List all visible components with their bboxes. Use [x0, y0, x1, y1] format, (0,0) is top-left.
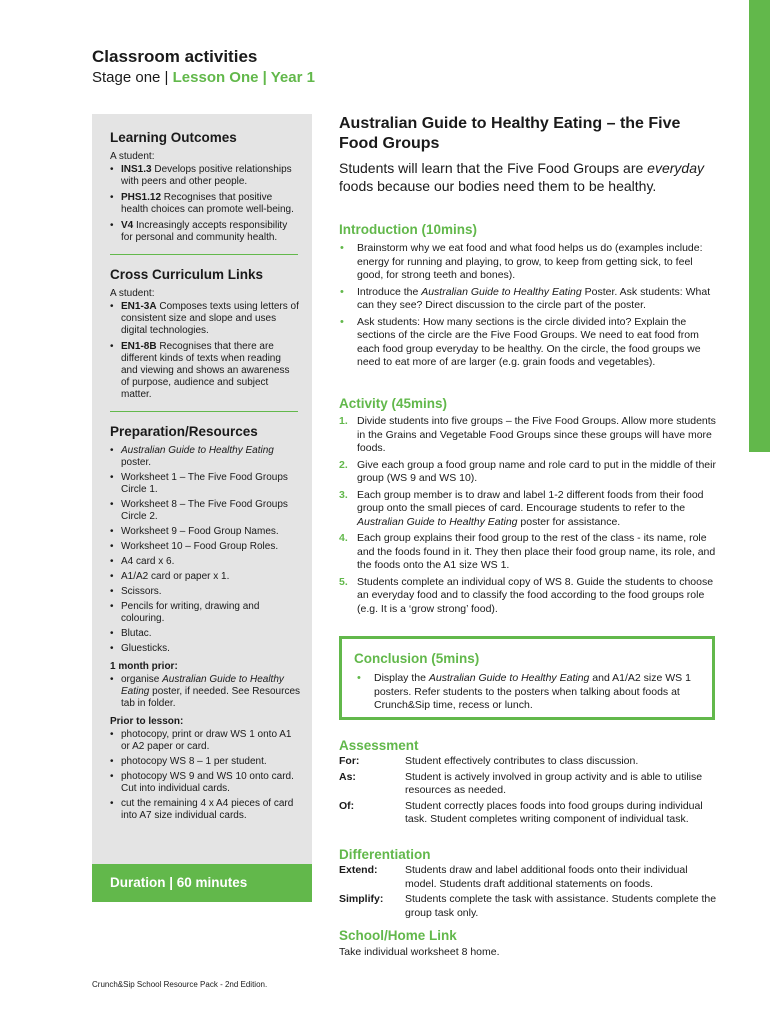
list-item: • A4 card x 6.	[110, 556, 300, 568]
conclusion-box	[339, 636, 715, 720]
assessment-heading: Assessment	[339, 738, 419, 753]
list-item: • V4 Increasingly accepts responsibility for personal and community health.	[110, 220, 300, 244]
prior-lesson-heading: Prior to lesson:	[110, 716, 184, 727]
list-item: • Worksheet 10 – Food Group Roles.	[110, 541, 300, 553]
lesson-title: Australian Guide to Healthy Eating – the Five Food Groups	[339, 115, 681, 152]
list-item: • Scissors.	[110, 586, 300, 598]
list-item: • PHS1.12 Recognises that positive health choices can promote well-being.	[110, 192, 300, 216]
duration-bar: Duration | 60 minutes	[92, 864, 312, 902]
prior-lesson-list	[110, 729, 300, 822]
list-item: • Ask students: How many sections is the circle divided into? Explain the sections of the circle are the Five Food Groups. We need to eat food from each food group everyday to be healthy. On the circle, the food groups we need to eat more of are larger (e.g. grain foods and vegetables).	[339, 316, 719, 370]
differentiation-section	[339, 847, 719, 922]
month-prior-heading: 1 month prior:	[110, 661, 178, 672]
list-item: • INS1.3 Develops positive relationships with peers and other people.	[110, 164, 300, 188]
page-title: Classroom activities	[92, 47, 258, 66]
list-item: 5. Students complete an individual copy of WS 8. Guide the students to choose an everyday food and to classify the food according to the food groups role (e.g. It is a ‘grow strong’ food).	[339, 575, 714, 615]
list-item: 1. Divide students into five groups – the Five Food Groups. Allow more students in the Grains and Vegetable Food Groups since these groups will have more foods.	[339, 415, 716, 454]
edge-tab-strip	[749, 0, 770, 452]
list-item: • photocopy WS 8 – 1 per student.	[110, 756, 300, 768]
list-item: • Gluesticks.	[110, 643, 300, 655]
list-item: • Worksheet 9 – Food Group Names.	[110, 526, 300, 538]
list-item: • Worksheet 1 – The Five Food Groups Circle 1.	[110, 472, 300, 496]
month-prior-list	[110, 674, 300, 710]
list-item: • Blutac.	[110, 628, 300, 640]
list-item: • Pencils for writing, drawing and colouring.	[110, 601, 300, 625]
introduction-heading: Introduction (10mins)	[339, 222, 477, 237]
cross-curriculum-intro: A student:	[110, 288, 155, 299]
list-item: • EN1-8B Recognises that there are different kinds of texts when reading and viewing and shows an awareness of purpose, audience and subject matter.	[110, 341, 300, 401]
divider	[110, 254, 298, 255]
school-home-heading: School/Home Link	[339, 928, 457, 943]
sidebar-content	[110, 130, 300, 825]
differentiation-row: Simplify: Students complete the task with assistance. Students complete the group task only.	[339, 893, 717, 919]
list-item: • Worksheet 8 – The Five Food Groups Circle 2.	[110, 499, 300, 523]
preparation-heading: Preparation/Resources	[110, 424, 258, 439]
list-item: 4. Each group explains their food group to the rest of the class - its name, role and the foods found in it. They then place their food group name, its role, and the foods onto the A1 size WS 1.	[339, 532, 716, 571]
assessment-row: Of: Student correctly places foods into food groups during individual task. Student completes writing component of individual task.	[339, 799, 703, 825]
school-home-text: Take individual worksheet 8 home.	[339, 946, 500, 958]
differentiation-row: Extend: Students draw and label additional foods onto their individual model. Students draft additional statements on foods.	[339, 864, 688, 890]
list-item: 3. Each group member is to draw and label 1-2 different foods from their food group onto the small pieces of card. Encourage students to refer to the Australian Guide to Healthy Eating poster for assistance.	[339, 488, 704, 528]
assessment-section	[339, 738, 719, 829]
school-home-section	[339, 928, 719, 960]
list-item: • Australian Guide to Healthy Eating poster.	[110, 445, 300, 469]
activity-heading: Activity (45mins)	[339, 396, 448, 411]
list-item: • organise Australian Guide to Healthy Eating poster, if needed. See Resources tab in folder.	[110, 674, 300, 710]
conclusion-list	[356, 672, 696, 716]
stage-label: Stage one |	[92, 69, 173, 86]
list-item: • EN1-3A Composes texts using letters of consistent size and slope and uses digital technologies.	[110, 301, 300, 337]
assessment-row: For: Student effectively contributes to class discussion.	[339, 755, 639, 767]
lesson-label: Lesson One | Year 1	[172, 69, 315, 86]
list-item: • Introduce the Australian Guide to Healthy Eating Poster. Ask students: What can they see? Direct discussion to the circle part of the poster.	[339, 286, 719, 313]
learning-outcomes-intro: A student:	[110, 151, 155, 162]
introduction-section	[339, 222, 719, 373]
cross-curriculum-list	[110, 301, 300, 401]
conclusion-heading: Conclusion (5mins)	[354, 651, 480, 666]
sidebar-box	[92, 114, 312, 902]
list-item: • A1/A2 card or paper x 1.	[110, 571, 300, 583]
list-item: • cut the remaining 4 x A4 pieces of card into A7 size individual cards.	[110, 798, 300, 822]
list-item: 2. Give each group a food group name and role card to put in the middle of their group (WS 9 and WS 10).	[339, 458, 716, 484]
list-item: • photocopy, print or draw WS 1 onto A1 or A2 paper or card.	[110, 729, 300, 753]
cross-curriculum-heading: Cross Curriculum Links	[110, 267, 264, 282]
learning-outcomes-list	[110, 164, 300, 244]
page-subtitle	[92, 69, 315, 86]
learning-outcomes-heading: Learning Outcomes	[110, 130, 237, 145]
list-item: • Display the Australian Guide to Healthy Eating and A1/A2 size WS 1 posters. Refer students to the posters when talking about foods at Crunch&Sip time, recess or lunch.	[356, 672, 696, 713]
divider	[110, 411, 298, 412]
preparation-list	[110, 445, 300, 655]
assessment-row: As: Student is actively involved in group activity and is able to utilise resources as needed.	[339, 770, 703, 796]
page-footer: Crunch&Sip School Resource Pack - 2nd Edition.	[92, 980, 268, 989]
activity-list	[339, 415, 719, 616]
differentiation-heading: Differentiation	[339, 847, 431, 862]
list-item: • photocopy WS 9 and WS 10 onto card. Cut into individual cards.	[110, 771, 300, 795]
lesson-intro: Students will learn that the Five Food Groups are everyday foods because our bodies need them to be healthy.	[339, 160, 704, 194]
list-item: • Brainstorm why we eat food and what food helps us do (examples include: energy for running and playing, to grow, to keep from getting sick, to feel good, for strong teeth and bones).	[339, 242, 719, 283]
activity-section	[339, 396, 719, 619]
introduction-list	[339, 242, 719, 370]
